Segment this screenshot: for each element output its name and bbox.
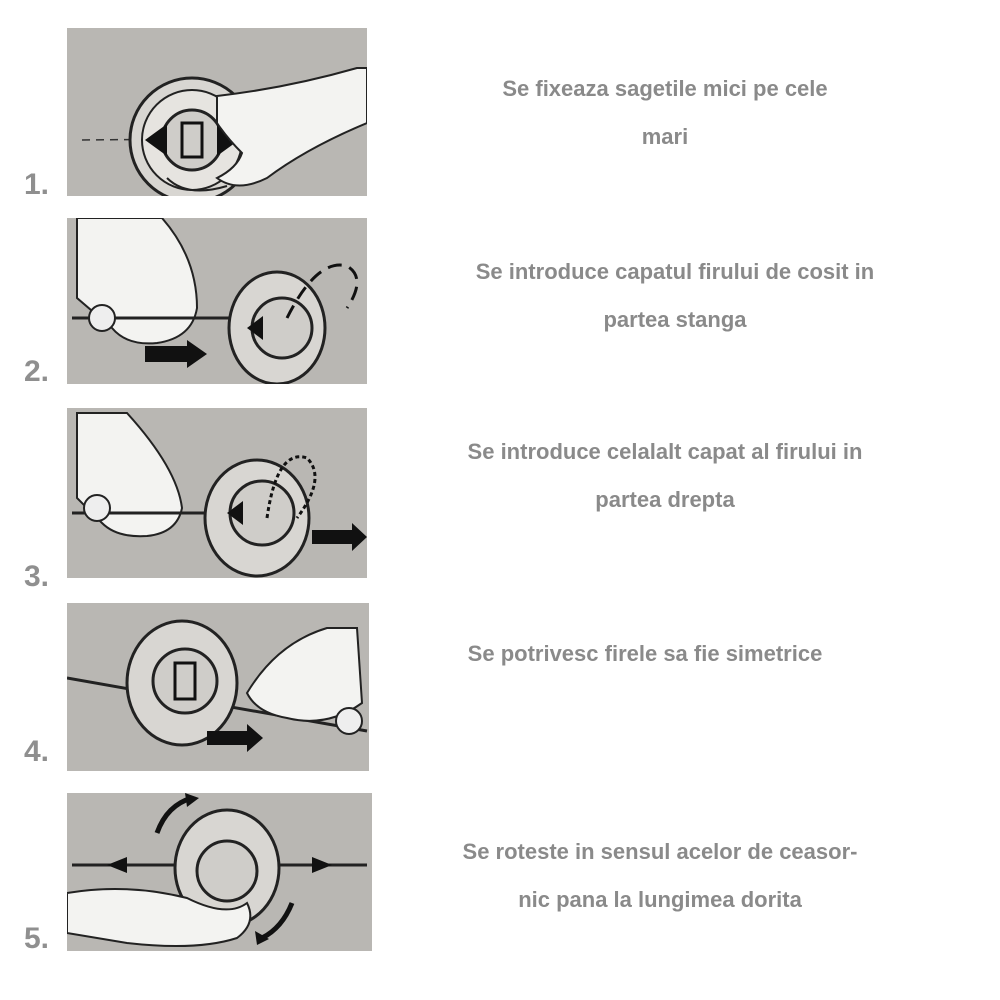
step-caption: [410, 828, 910, 924]
caption-line: Se introduce capatul firului de cosit in: [475, 259, 875, 284]
caption-line: Se roteste in sensul acelor de ceasor-: [462, 839, 858, 864]
step-illustration: [67, 603, 369, 771]
step-number: 2.: [24, 355, 50, 388]
step-number: 1.: [24, 168, 50, 201]
caption-line: mari: [641, 124, 689, 149]
rotate-clockwise-icon: [67, 793, 372, 951]
caption-line: partea stanga: [603, 307, 747, 332]
caption-line: Se fixeaza sagetile mici pe cele: [502, 76, 828, 101]
step-number: 3.: [24, 560, 50, 593]
insert-line-right-icon: [67, 408, 367, 578]
hand-aligning-arrows-icon: [67, 28, 367, 196]
step-caption: [395, 428, 935, 524]
step-number: 5.: [24, 922, 50, 955]
step-caption: [420, 65, 910, 161]
caption-line: nic pana la lungimea dorita: [518, 887, 802, 912]
caption-line: partea drepta: [595, 487, 735, 512]
step-illustration: [67, 408, 367, 578]
step-number: 4.: [24, 735, 50, 768]
step-caption: [405, 630, 885, 678]
step-caption: [405, 248, 945, 344]
insert-line-left-icon: [67, 218, 367, 384]
step-illustration: [67, 28, 367, 196]
step-illustration: [67, 218, 367, 384]
step-illustration: [67, 793, 372, 951]
caption-line: Se potrivesc firele sa fie simetrice: [467, 641, 823, 666]
pull-line-symmetric-icon: [67, 603, 369, 771]
caption-line: Se introduce celalalt capat al firului in: [467, 439, 863, 464]
